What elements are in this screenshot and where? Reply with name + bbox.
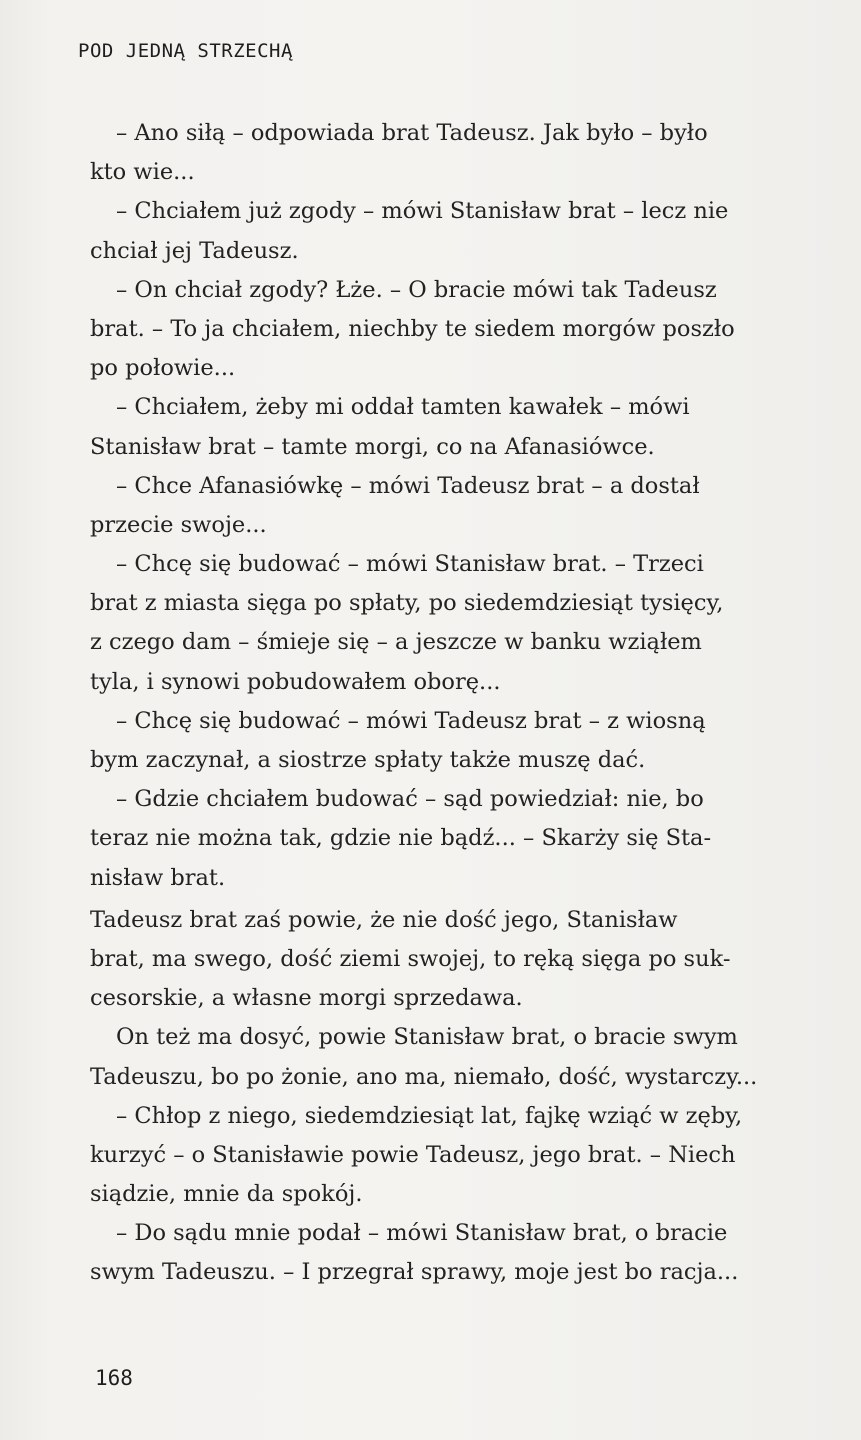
text-line: po połowie... (90, 355, 236, 382)
text-line: Tadeusz brat zaś powie, że nie dość jego, Stanisław (90, 906, 678, 933)
text-line: – Gdzie chciałem budować – sąd powiedział: nie, bo (116, 786, 704, 813)
text-line: bym zaczynał, a siostrze spłaty także muszę dać. (90, 747, 646, 773)
text-line: – Chce Afanasiówkę – mówi Tadeusz brat – a dostał (116, 472, 700, 499)
text-line: – Chcę się budować – mówi Tadeusz brat – z wiosną (116, 707, 706, 734)
text-line: z czego dam – śmieje się – a jeszcze w banku wziąłem (90, 629, 702, 656)
text-line: chciał jej Tadeusz. (90, 237, 299, 264)
text-line: tyla, i synowi pobudowałem oborę... (90, 668, 501, 695)
text-line: – Do sądu mnie podał – mówi Stanisław brat, o bracie (116, 1220, 728, 1247)
text-line: kto wie... (90, 159, 195, 186)
text-line: Stanisław brat – tamte morgi, co na Afanasiówce. (90, 433, 655, 460)
text-line: brat. – To ja chciałem, niechby te siedem morgów poszło (90, 315, 735, 342)
text-line: – Ano siłą – odpowiada brat Tadeusz. Jak było – było (116, 120, 708, 146)
text-line: brat, ma swego, dość ziemi swojej, to ręką sięga po suk- (90, 945, 731, 972)
running-header: POD JEDNĄ STRZECHĄ (78, 40, 293, 62)
text-line: kurzyć – o Stanisławie powie Tadeusz, jego brat. – Niech (90, 1141, 736, 1168)
text-line: swym Tadeuszu. – I przegrał sprawy, moje jest bo racja... (90, 1259, 739, 1286)
text-line: przecie swoje... (90, 511, 267, 538)
text-line: nisław brat. (90, 864, 226, 891)
text-line: Tadeuszu, bo po żonie, ano ma, niemało, dość, wystarczy... (90, 1063, 758, 1090)
text-line: brat z miasta sięga po spłaty, po siedemdziesiąt tysięcy, (90, 590, 724, 617)
text-line: – On chciał zgody? Łże. – O bracie mówi tak Tadeusz (116, 276, 717, 303)
text-line: – Chciałem, żeby mi oddał tamten kawałek – mówi (116, 394, 690, 421)
text-line: – Chłop z niego, siedemdziesiąt lat, fajkę wziąć w zęby, (116, 1102, 743, 1129)
text-line: – Chciałem już zgody – mówi Stanisław brat – lecz nie (116, 198, 729, 225)
body-text (90, 114, 796, 1293)
page-number: 168 (95, 1366, 133, 1390)
text-line: – Chcę się budować – mówi Stanisław brat. – Trzeci (116, 551, 704, 578)
text-line: cesorskie, a własne morgi sprzedawa. (90, 985, 523, 1012)
text-line: siądzie, mnie da spokój. (90, 1181, 363, 1208)
text-line: teraz nie można tak, gdzie nie bądź... – Skarży się Sta- (90, 825, 712, 852)
text-line: On też ma dosyć, powie Stanisław brat, o bracie swym (116, 1024, 738, 1051)
